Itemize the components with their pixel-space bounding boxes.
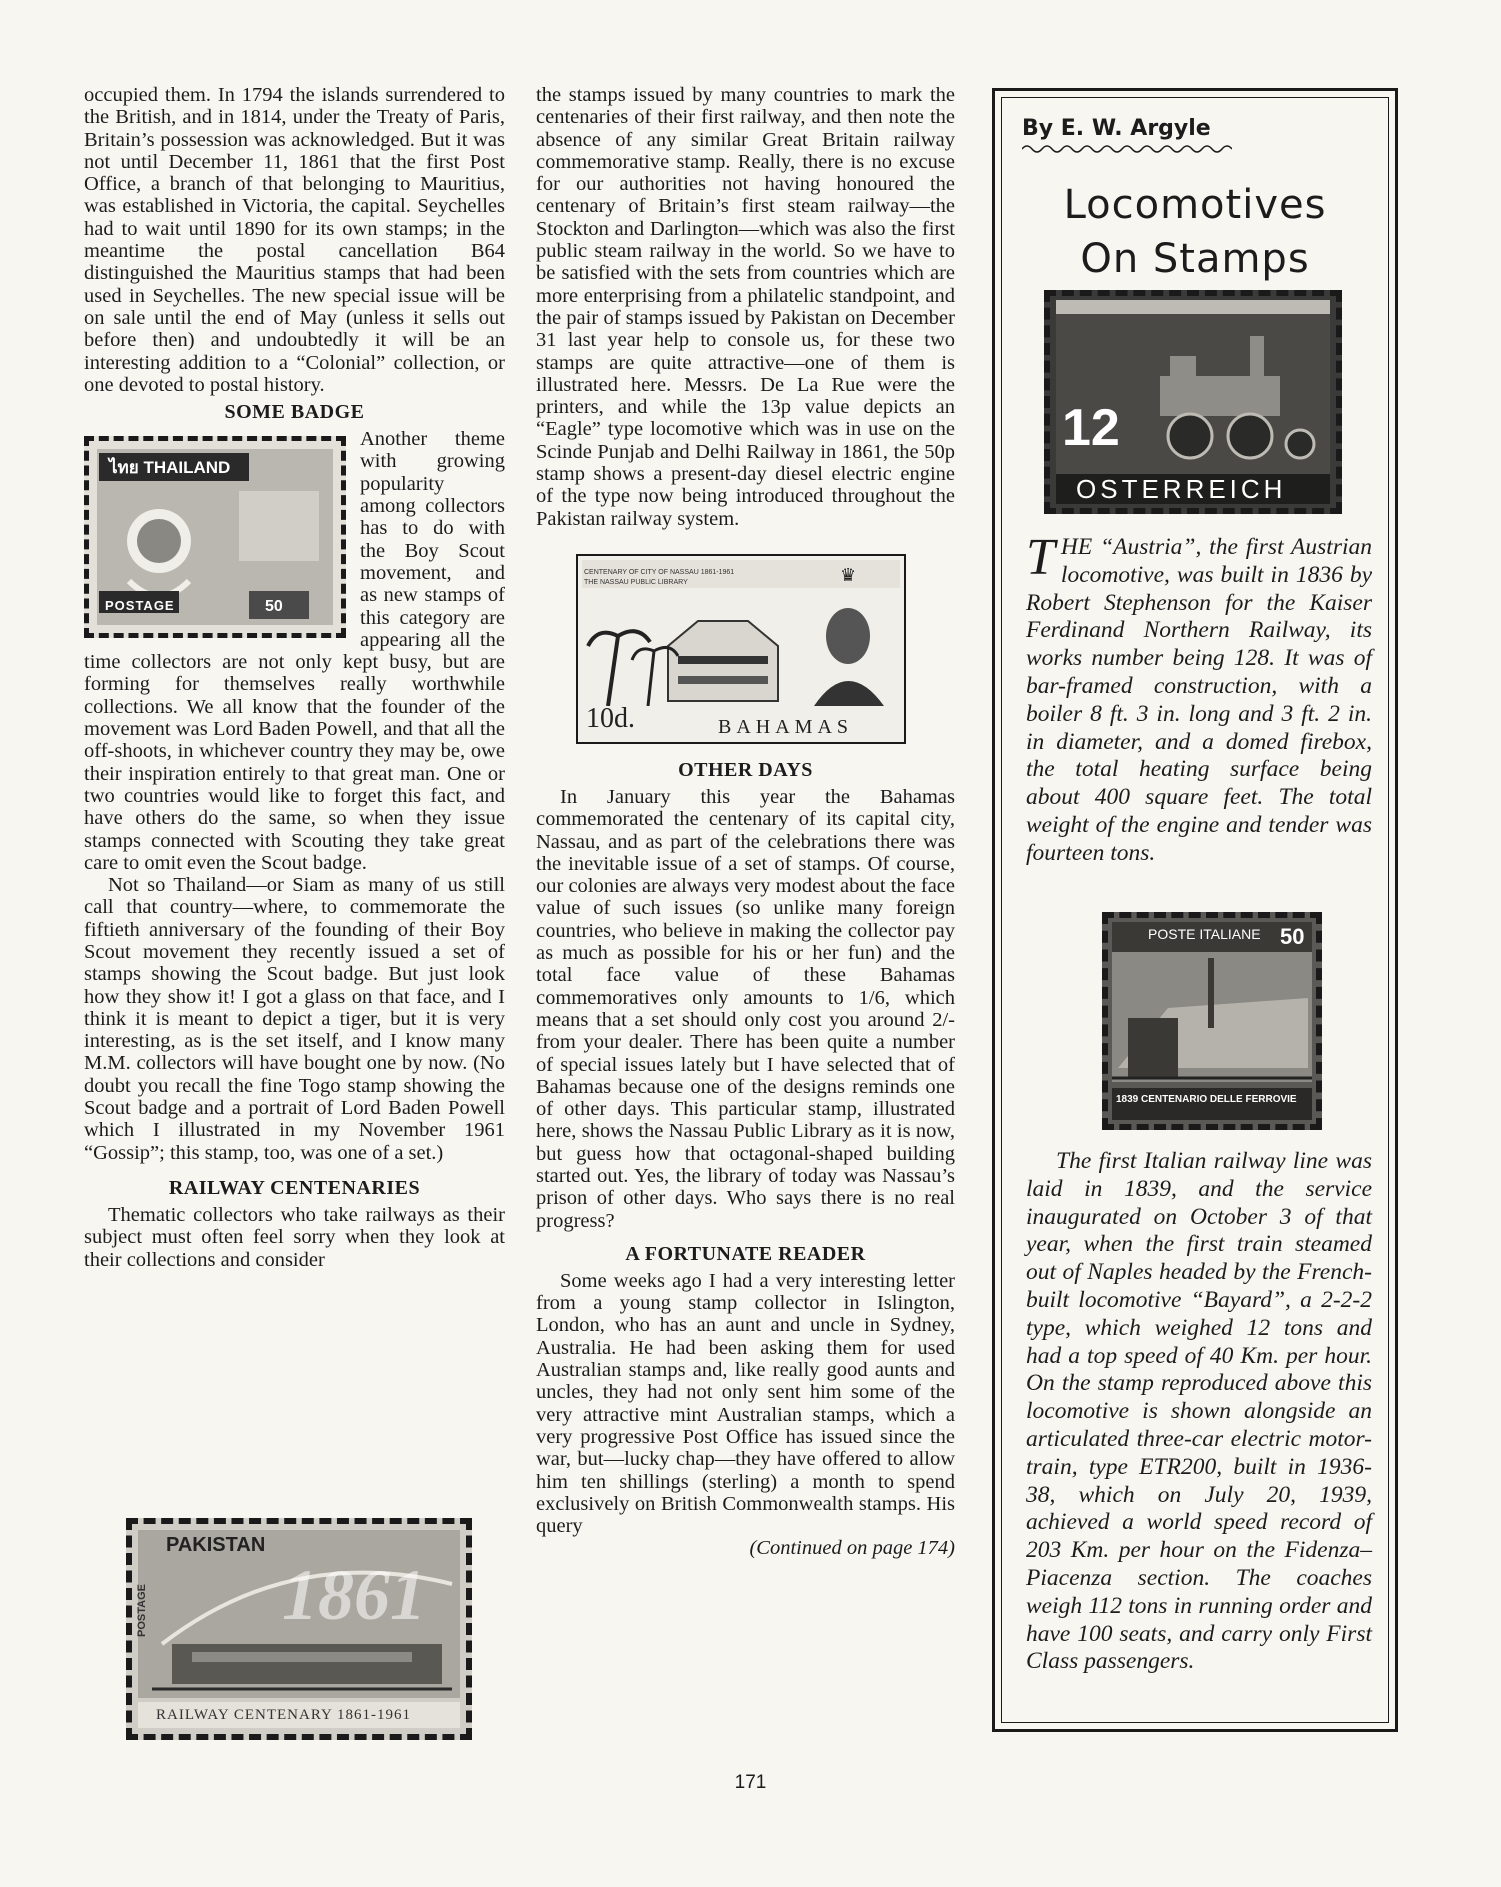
thailand-scout-stamp: [84, 436, 346, 638]
pakistan-stamp-caption: RAILWAY CENTENARY 1861-1961: [156, 1707, 412, 1723]
sidebar-paragraph-1: HE “Austria”, the first Austrian locomotive, was built in 1836 by Robert Stephenson for the Kaiser Ferdinand Northern Railway, its works number being 128. It was of bar-framed construction, with a boiler 8 ft. 3 in. long and 3 ft. 2 in. in diameter, and a domed firebox, the total heating surface being about 400 square feet. The total weight of the engine and tender was fourteen tons.: [1026, 534, 1372, 866]
austria-stamp-value: 12: [1062, 399, 1120, 457]
pakistan-stamp-year: 1861: [282, 1555, 426, 1635]
austria-stamp-country: OSTERREICH: [1076, 474, 1287, 504]
continued-note: (Continued on page 174): [749, 1537, 955, 1560]
pakistan-stamp-country: PAKISTAN: [166, 1534, 266, 1556]
sidebar-box: [992, 88, 1398, 1732]
page-number: 171: [734, 1772, 767, 1793]
col2-paragraph-1: the stamps issued by many countries to mark the centenaries of their first railway, and then note the absence of any similar Great Britain railway commemorative stamp. Really, there is no excuse for our authorities not having honoured the centenary of Britain’s first steam railway—the Stockton and Darlington—which was also the first public steam railway in the world. So we have to be satisfied with the sets from countries which are more enterprising from a philatelic standpoint, and the pair of stamps issued by Pakistan on December 31 last year help to console us, for these two stamps are quite attractive—one of them is illustrated here. Messrs. De La Rue were the printers, and while the 13p value depicts an “Eagle” type locomotive which was in use on the Scinde Punjab and Delhi Railway in 1861, the 50p stamp shows a present-day diesel electric engine of the type now being introduced throughout the Pakistan railway system.: [536, 84, 955, 530]
italy-stamp-caption: 1839 CENTENARIO DELLE FERROVIE: [1116, 1094, 1297, 1105]
col1-paragraph-1: occupied them. In 1794 the islands surrendered to the British, and in 1814, under the Treaty of Paris, Britain’s possession was acknowledged. But it was not until December 11, 1861 that the first Post Office, a branch of that belonging to Mauritius, was established in Victoria, the capital. Seychelles had to wait until 1890 for its own stamps; in the meantime the postal cancellation B64 distinguished the Mauritius stamps that had been used in Seychelles. The new special issue will be on sale until the end of May (unless it sells out before then) and undoubtedly it will be an interesting addition to a “Colonial” collection, or one devoted to postal history.: [84, 84, 505, 396]
wavy-underline: [1022, 144, 1232, 154]
heading-railway-centenaries: RAILWAY CENTENARIES: [168, 1176, 421, 1199]
column-2: [536, 84, 955, 1560]
byline: By E. W. Argyle: [1022, 116, 1211, 141]
heading-some-badge: SOME BADGE: [224, 401, 365, 424]
col1-paragraph-2: Another theme with growing popularity among collectors has to do with the Boy Scout movement, and as new stamps of this category are appearing all the time collectors are not only kept busy, but are forming for themselves really worthwhile collections. We all know that the founder of the movement was Lord Baden Powell, and that all the off-shoots, in whichever country they may be, owe their inspiration entirely to that great man. One or two countries would like to forget this fact, and have others do the same, so when they issue stamps connected with Scouting they take great care to omit even the Scout badge.: [84, 428, 505, 874]
drop-cap: T: [1026, 529, 1055, 586]
bahamas-stamp-country: BAHAMAS: [718, 715, 854, 738]
italy-stamp-country: POSTE ITALIANE: [1148, 926, 1261, 942]
thailand-stamp-postage: POSTAGE: [105, 598, 175, 614]
sidebar-paragraph-2: The first Italian railway line was laid in 1839, and the service inaugurated on October 3 of that year, when the first train steamed out of Naples headed by the French-built locomotive “Bayard”, a 2-2-2 type, which weighed 12 tons and had a top speed of 40 Km. per hour. On the stamp reproduced above this locomotive is shown alongside an articulated three-car electric motor-train, type ETR200, built in 1936-38, which on July 20, 1939, achieved a world speed record of 203 Km. per hour on the Fidenza–Piacenza section. The coaches weigh 112 tons in running order and have 100 seats, and carry only First Class passengers.: [1026, 1148, 1372, 1675]
col2-paragraph-3: Some weeks ago I had a very interesting letter from a young stamp collector in Islington, London, who has an aunt and uncle in Sydney, Australia. He had been asking them for used Australian stamps and, like really good aunts and uncles, they had not only sent him some of the very attractive mint Australian stamps, which a very progressive Post Office has issued since the war, but—lucky chap—they have offered to allow him ten shillings (sterling) a month to spend exclusively on British Commonwealth stamps. His query: [536, 1269, 955, 1538]
sidebar-title-line-2: On Stamps: [1080, 236, 1310, 282]
italy-stamp-value: 50: [1280, 924, 1305, 949]
sidebar-text-1: [1026, 529, 1372, 868]
col1-paragraph-4: Thematic collectors who take railways as their subject must often feel sorry when they look at their collections and consider: [84, 1203, 505, 1271]
bahamas-stamp-header-2: THE NASSAU PUBLIC LIBRARY: [584, 578, 688, 586]
pakistan-stamp-side: POSTAGE: [136, 1584, 148, 1637]
heading-other-days: OTHER DAYS: [678, 758, 813, 781]
sidebar-title: [1002, 178, 1388, 286]
column-1: [84, 84, 505, 1271]
thailand-stamp-country: ไทย THAILAND: [109, 458, 231, 478]
austria-locomotive-stamp: [1044, 290, 1342, 514]
heading-a-fortunate-reader: A FORTUNATE READER: [625, 1242, 866, 1265]
col1-paragraph-3: Not so Thailand—or Siam as many of us still call that country—where, to commemorate the fiftieth anniversary of the founding of their Boy Scout movement they recently issued a set of stamps showing the Scout badge. But just look how they show it! I got a glass on that face, and I think it is meant to depict a tiger, but it is very interesting, as is the set itself, and I know many M.M. collectors will have bought one by now. (No doubt you recall the fine Togo stamp showing the Scout badge and a portrait of Lord Baden Powell which I illustrated in my November 1961 “Gossip”; this stamp, too, was one of a set.): [84, 874, 505, 1164]
sidebar-title-line-1: Locomotives: [1063, 182, 1327, 228]
col2-paragraph-2: In January this year the Bahamas commemorated the centenary of its capital city, Nassau, and as part of the celebrations there was the inevitable issue of a set of stamps. Of course, our colonies are always very modest about the face value of such issues (so unlike many foreign countries, who believe in making the collector pay as much as possible for his or her fun) and the total face value of these Bahamas commemoratives only amounts to 1/6, which means that a set should only cost you around 2/- from your dealer. There has been quite a number of special issues lately but I have selected that of Bahamas because one of the designs reminds one of other days. This particular stamp, illustrated here, shows the Nassau Public Library as it is now, but guess how that octagonal-shaped building started out. Yes, the library of today was Nassau’s prison of other days. Who says there is no real progress?: [536, 785, 955, 1232]
bahamas-stamp-value: 10d.: [586, 702, 635, 734]
crown-icon: ♛: [840, 564, 857, 585]
bahamas-stamp-header-1: CENTENARY OF CITY OF NASSAU 1861-1961: [584, 568, 735, 576]
italy-railway-stamp: [1102, 912, 1322, 1130]
bahamas-nassau-stamp: [576, 554, 906, 744]
sidebar-text-2: [1026, 1148, 1372, 1676]
sidebar-inner-frame: [1001, 97, 1389, 1723]
thailand-stamp-value: 50: [265, 598, 283, 616]
pakistan-railway-stamp: [126, 1518, 472, 1740]
